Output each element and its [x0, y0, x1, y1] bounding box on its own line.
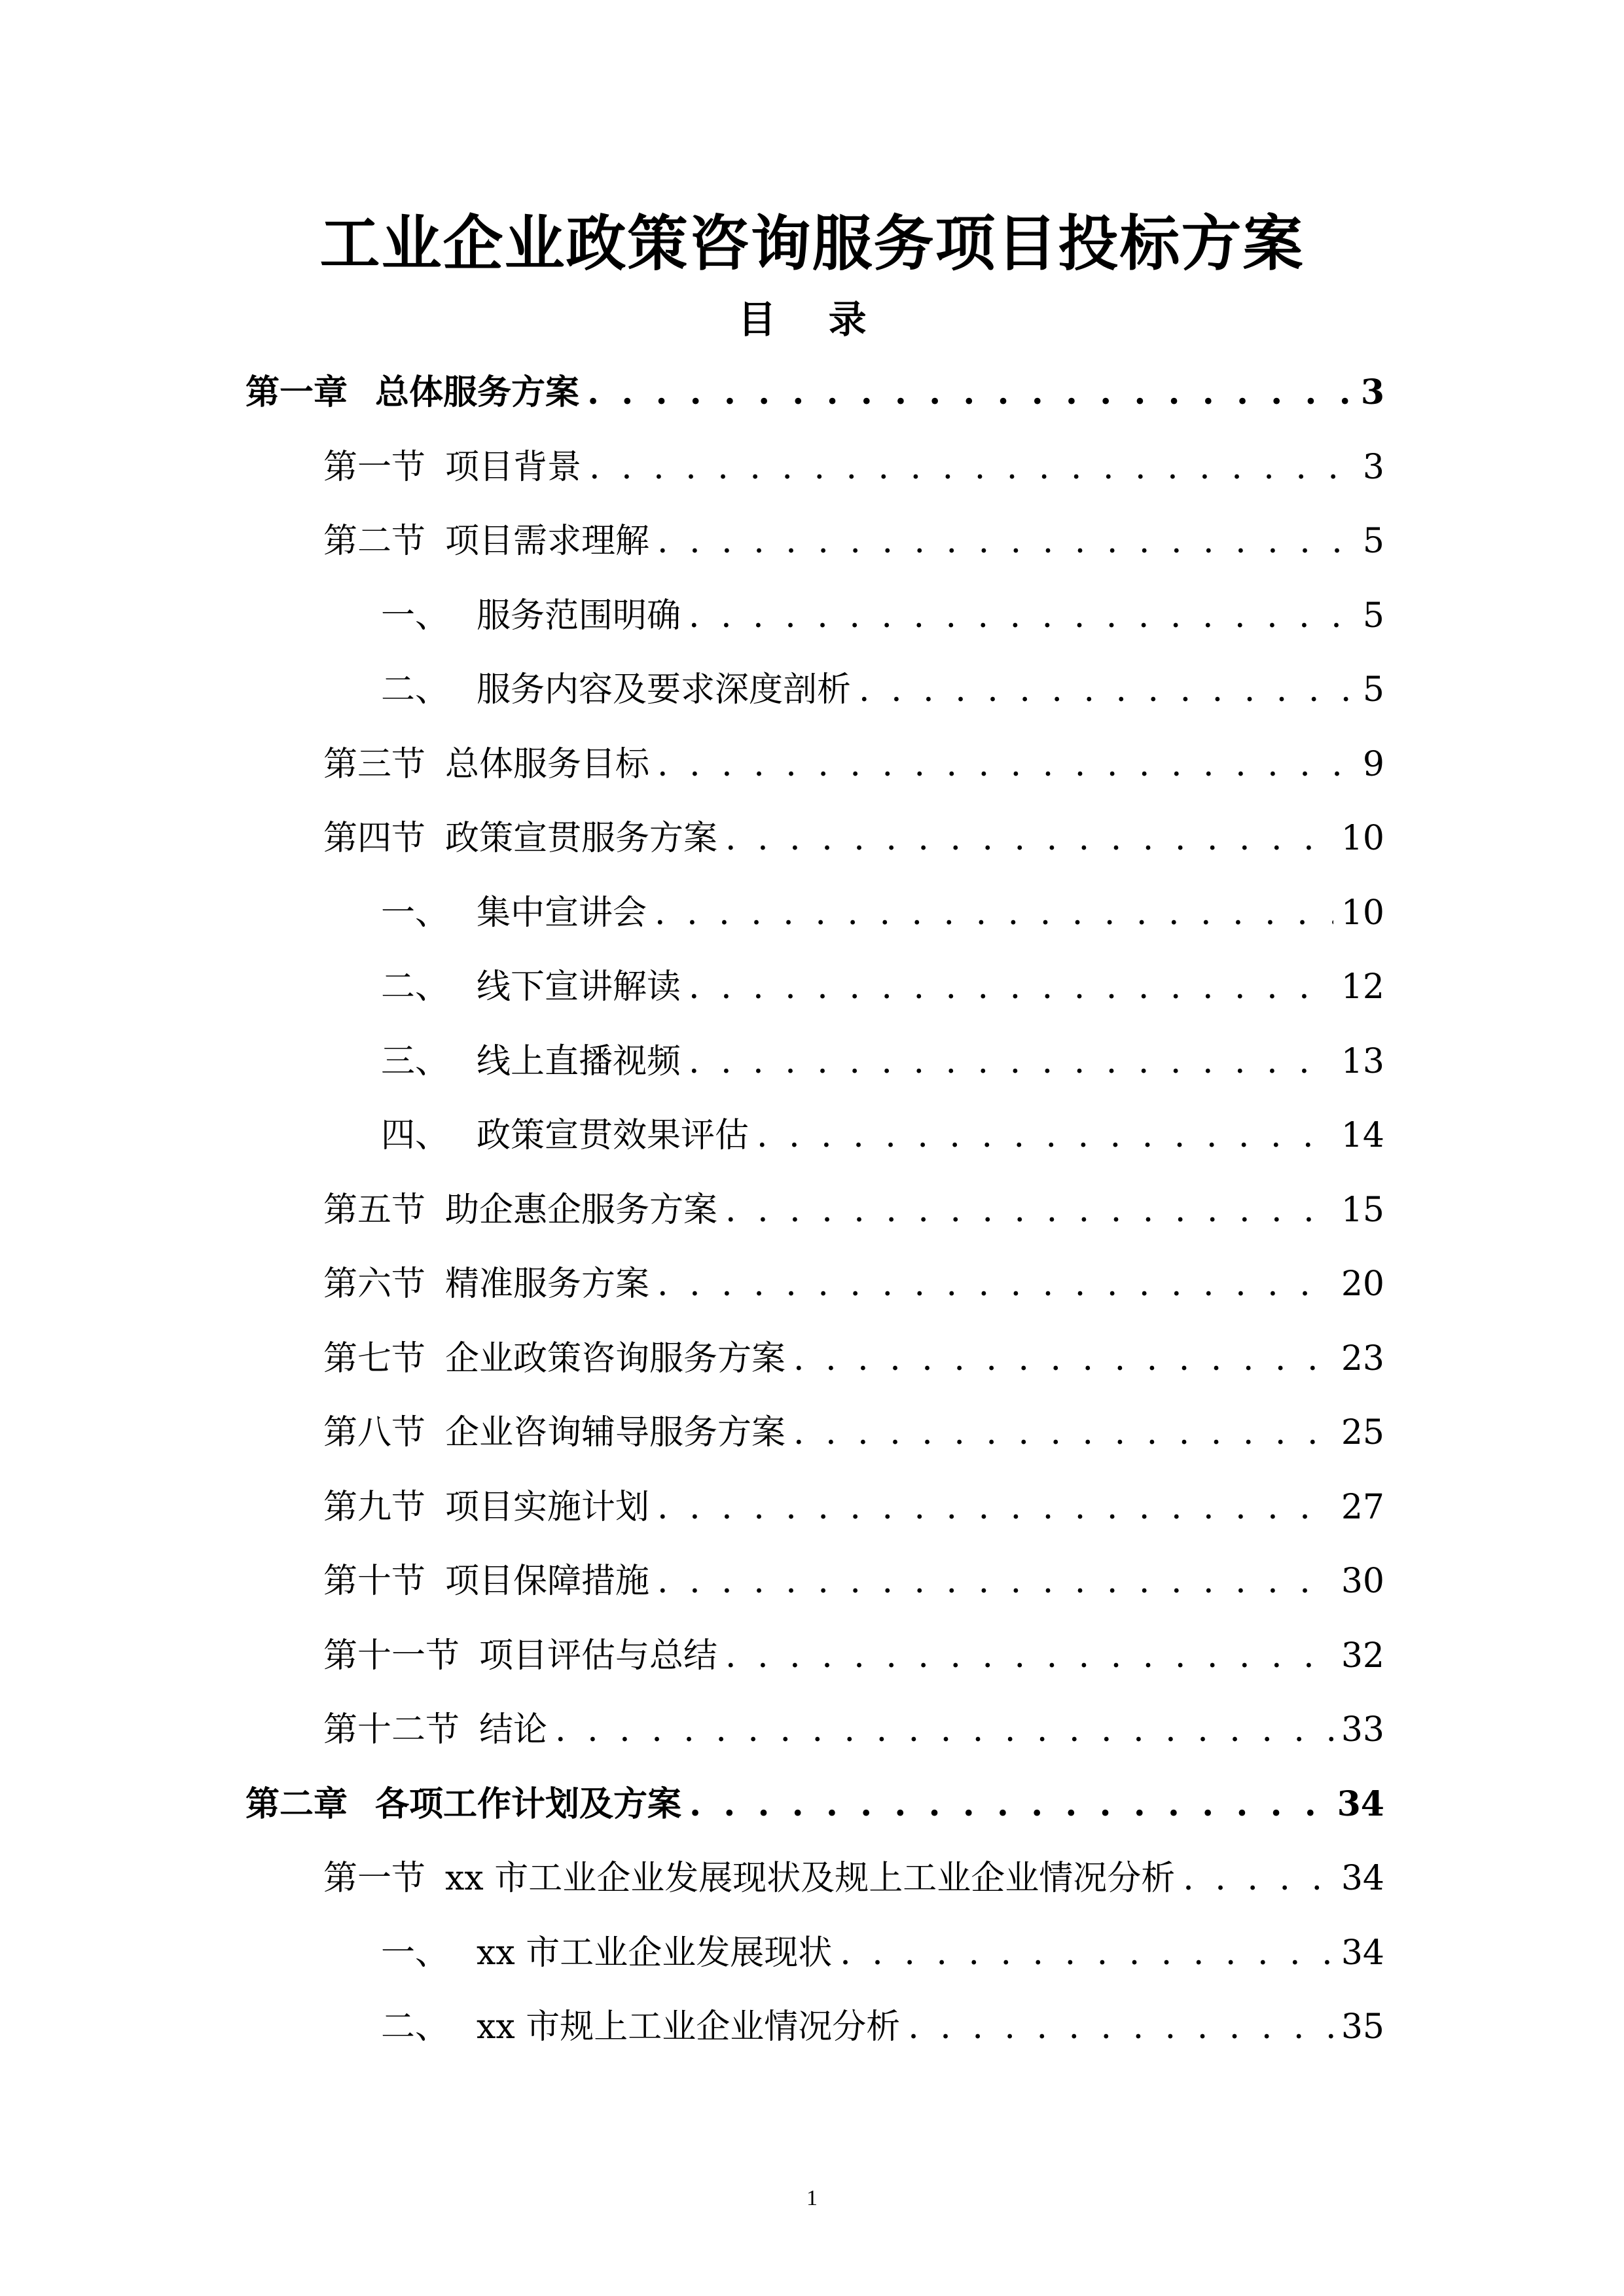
toc-entry-title: [323, 1333, 785, 1385]
toc-entry-number: 第五节: [323, 1191, 426, 1230]
toc-entry-title: [381, 2001, 900, 2053]
toc-entry[interactable]: [381, 887, 1384, 939]
toc-entry-number: 第四节: [323, 819, 426, 858]
toc-entry-title: [323, 1704, 547, 1756]
toc-entry-label: 项目实施计划: [445, 1488, 650, 1527]
toc-dot-leader: [793, 1333, 1333, 1385]
toc-entry-label: 政策宣贯效果评估: [477, 1116, 749, 1155]
toc-entry-number: 第一节: [323, 448, 426, 487]
toc-entry-label: xx 市规上工业企业情况分析: [477, 2007, 901, 2047]
toc-dot-leader: [793, 1407, 1333, 1459]
toc-entry-title: [381, 1035, 681, 1088]
toc-entry-title: [245, 1778, 681, 1831]
toc-entry-label: 政策宣贯服务方案: [445, 819, 718, 858]
toc-entry-label: 精准服务方案: [445, 1265, 650, 1304]
toc-dot-leader: [589, 441, 1355, 493]
toc-entry-page: 23: [1341, 1339, 1384, 1378]
toc-entry[interactable]: [381, 1035, 1384, 1088]
toc-dot-leader: [725, 1630, 1333, 1682]
toc-entry[interactable]: [381, 1927, 1384, 1979]
toc-entry-number: 二、: [381, 2007, 450, 2047]
toc-entry-number: 第三节: [323, 745, 426, 784]
toc-entry[interactable]: [323, 515, 1384, 567]
toc-entry-number: 四、: [381, 1116, 450, 1155]
toc-entry-page: 10: [1341, 819, 1384, 858]
toc-entry-page: 34: [1337, 1784, 1384, 1824]
toc-entry[interactable]: [323, 1333, 1384, 1385]
toc-entry-label: 企业政策咨询服务方案: [445, 1339, 786, 1378]
toc-entry-page: 35: [1341, 2007, 1384, 2047]
toc-entry[interactable]: [323, 1407, 1384, 1459]
toc-entry[interactable]: [323, 441, 1384, 493]
toc-entry-number: 第一章: [245, 372, 348, 412]
toc-entry-title: [381, 887, 647, 939]
toc-entry-page: 25: [1341, 1413, 1384, 1452]
toc-entry[interactable]: [323, 1630, 1384, 1682]
toc-entry-page: 20: [1341, 1265, 1384, 1304]
toc-entry-number: 第九节: [323, 1488, 426, 1527]
toc-entry-label: 项目需求理解: [445, 522, 650, 561]
toc-entry-number: 第八节: [323, 1413, 426, 1452]
toc-entry-title: [381, 1109, 749, 1162]
toc-entry-label: 助企惠企服务方案: [445, 1191, 718, 1230]
toc-entry-label: 企业咨询辅导服务方案: [445, 1413, 786, 1452]
toc-entry[interactable]: [381, 590, 1384, 642]
toc-entry-number: 一、: [381, 893, 450, 933]
toc-entry-page: 14: [1341, 1116, 1384, 1155]
toc-entry[interactable]: [245, 367, 1384, 419]
toc-entry-number: 一、: [381, 1933, 450, 1973]
toc-entry-label: 总体服务方案: [375, 372, 580, 412]
toc-dot-leader: [840, 1927, 1333, 1979]
toc-dot-leader: [657, 1555, 1333, 1607]
toc-entry-label: 线上直播视频: [477, 1042, 681, 1081]
toc-entry-title: [323, 1555, 649, 1607]
toc-dot-leader: [657, 1481, 1333, 1534]
toc-entry-number: 第六节: [323, 1265, 426, 1304]
toc-entry-page: 3: [1362, 448, 1384, 487]
toc-entry-page: 27: [1341, 1488, 1384, 1527]
toc-dot-leader: [657, 738, 1355, 791]
toc-dot-leader: [555, 1704, 1333, 1756]
toc-entry-page: 10: [1341, 893, 1384, 933]
toc-dot-leader: [689, 1778, 1329, 1831]
toc-entry-label: 各项工作计划及方案: [375, 1784, 682, 1824]
toc-entry-title: [323, 1630, 717, 1682]
toc-entry-label: 服务范围明确: [477, 596, 681, 636]
toc-dot-leader: [725, 1184, 1333, 1236]
toc-entry-number: 第二章: [245, 1784, 348, 1824]
toc-entry-label: xx 市工业企业发展现状及规上工业企业情况分析: [445, 1859, 1176, 1898]
toc-entry-label: 集中宣讲会: [477, 893, 647, 933]
toc-entry-title: [323, 1481, 649, 1534]
toc-entry-label: 总体服务目标: [445, 745, 650, 784]
toc-entry-page: 12: [1341, 967, 1384, 1007]
toc-entry-label: 线下宣讲解读: [477, 967, 681, 1007]
toc-entry-page: 3: [1360, 372, 1384, 412]
toc-entry[interactable]: [323, 1852, 1384, 1905]
toc-entry-number: 二、: [381, 670, 450, 709]
toc-entry-number: 第一节: [323, 1859, 426, 1898]
toc-entry-title: [381, 961, 681, 1013]
toc-entry-title: [323, 1407, 785, 1459]
toc-entry[interactable]: [323, 1555, 1384, 1607]
toc-entry-page: 34: [1341, 1933, 1384, 1973]
toc-entry-number: 第七节: [323, 1339, 426, 1378]
toc-dot-leader: [859, 664, 1355, 716]
toc-entry-page: 13: [1341, 1042, 1384, 1081]
toc-dot-leader: [757, 1109, 1333, 1162]
toc-dot-leader: [1183, 1852, 1333, 1905]
toc-entry-number: 第十二节: [323, 1710, 460, 1749]
toc-entry-page: 15: [1341, 1191, 1384, 1230]
toc-entry[interactable]: [381, 2001, 1384, 2053]
toc-entry[interactable]: [381, 1109, 1384, 1162]
toc-entry-label: 项目评估与总结: [479, 1636, 718, 1676]
toc-dot-leader: [689, 1035, 1333, 1088]
toc-entry-label: 结论: [479, 1710, 548, 1749]
toc-entry-number: 第十一节: [323, 1636, 460, 1676]
toc-dot-leader: [908, 2001, 1333, 2053]
toc-entry-label: 项目背景: [445, 448, 582, 487]
toc-entry[interactable]: [323, 738, 1384, 791]
toc-entry-title: [381, 664, 851, 716]
toc-entry-page: 33: [1341, 1710, 1384, 1749]
toc-entry-title: [323, 441, 581, 493]
toc-entry-number: 三、: [381, 1042, 450, 1081]
toc-entry-page: 5: [1362, 670, 1384, 709]
toc-entry-title: [323, 1184, 717, 1236]
toc-entry[interactable]: [381, 664, 1384, 716]
toc-entry-label: 服务内容及要求深度剖析: [477, 670, 852, 709]
toc-dot-leader: [725, 812, 1333, 865]
toc-entry-title: [323, 812, 717, 865]
toc-entry-number: 第十节: [323, 1562, 426, 1601]
toc-dot-leader: [655, 887, 1333, 939]
toc-heading: 目 录: [738, 297, 886, 342]
toc-dot-leader: [657, 515, 1355, 567]
toc-dot-leader: [587, 367, 1353, 419]
toc-entry[interactable]: [245, 1778, 1384, 1831]
toc-entry-page: 30: [1341, 1562, 1384, 1601]
toc-entry-title: [323, 515, 649, 567]
toc-entry[interactable]: [381, 961, 1384, 1013]
toc-entry[interactable]: [323, 812, 1384, 865]
toc-entry-page: 32: [1341, 1636, 1384, 1676]
toc-entry-page: 5: [1362, 596, 1384, 636]
toc-dot-leader: [657, 1258, 1333, 1310]
toc-entry-title: [381, 1927, 832, 1979]
toc-entry[interactable]: [323, 1258, 1384, 1310]
toc-entry-page: 9: [1362, 745, 1384, 784]
toc-dot-leader: [689, 590, 1355, 642]
page-number: 1: [806, 2186, 818, 2210]
toc-entry[interactable]: [323, 1184, 1384, 1236]
toc-entry-label: xx 市工业企业发展现状: [477, 1933, 833, 1973]
toc-dot-leader: [689, 961, 1333, 1013]
toc-entry-title: [323, 1258, 649, 1310]
toc-entry-title: [245, 367, 579, 419]
toc-entry[interactable]: [323, 1481, 1384, 1534]
toc-entry-title: [381, 590, 681, 642]
toc-entry-label: 项目保障措施: [445, 1562, 650, 1601]
toc-entry[interactable]: [323, 1704, 1384, 1756]
toc-entry-title: [323, 738, 649, 791]
toc-entry-title: [323, 1852, 1175, 1905]
toc-entry-page: 34: [1341, 1859, 1384, 1898]
toc-entry-number: 第二节: [323, 522, 426, 561]
toc-entry-number: 二、: [381, 967, 450, 1007]
toc-entry-page: 5: [1362, 522, 1384, 561]
document-title: 工业企业政策咨询服务项目投标方案: [319, 208, 1305, 279]
toc-entry-number: 一、: [381, 596, 450, 636]
